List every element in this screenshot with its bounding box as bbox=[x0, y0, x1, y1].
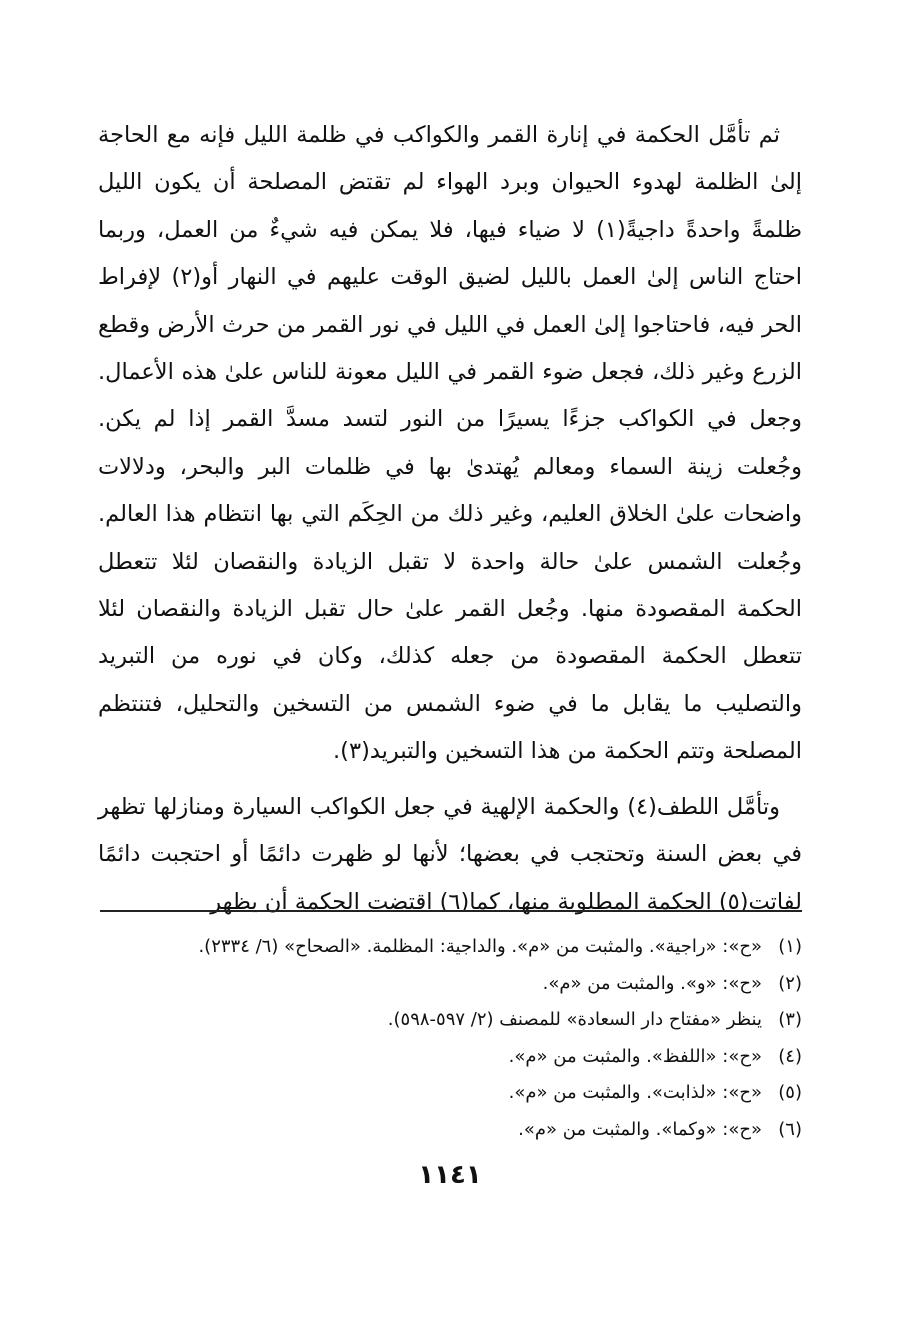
footnote-text: «ح»: «اللفظ». والمثبت من «م». bbox=[508, 1045, 762, 1067]
footnote-item bbox=[120, 1002, 802, 1039]
footnote-number: (١) bbox=[778, 936, 802, 957]
footnote-number: (٤) bbox=[778, 1045, 802, 1067]
main-text-body bbox=[98, 112, 802, 926]
footnote-item bbox=[120, 929, 802, 966]
footnote-item bbox=[120, 966, 802, 1003]
footnote-item bbox=[120, 1112, 802, 1149]
paragraph: وتأمَّل اللطف(٤) والحكمة الإلهية في جعل الكواكب السيارة ومنازلها تظهر في بعض السنة وتحتجب في بعضها؛ لأنها لو ظهرت دائمًا أو احتجبت دائمًا لفاتت(٥) الحكمة المطلوبة منها، كما(٦) اقتضت الحكمة أن يظهر bbox=[98, 793, 802, 915]
footnote-number: (٣) bbox=[778, 1009, 802, 1031]
footnote-text: «ح»: «و». والمثبت من «م». bbox=[542, 972, 762, 994]
footnotes-list bbox=[120, 929, 802, 1149]
paragraph: ثم تأمَّل الحكمة في إنارة القمر والكواكب في ظلمة الليل فإنه مع الحاجة إلىٰ الظلمة لهدوء الحيوان وبرد الهواء لم تقتض المصلحة أن يكون الليل ظلمةً واحدةً داجيةً(١) لا ضياء فيها، فلا يمكن فيه شيءٌ من العمل، وربما احتاج الناس إلىٰ العمل بالليل لضيق الوقت عليهم في النهار أو(٢) لإفراط الحر فيه، فاحتاجوا إلىٰ العمل في الليل في نور القمر من حرث الأرض وقطع الزرع وغير ذلك، فجعل ضوء القمر في الليل معونة للناس علىٰ هذه الأعمال. وجعل في الكواكب جزءًا يسيرًا من النور لتسد مسدَّ القمر إذا لم يكن. وجُعلت زينة السماء ومعالم يُهتدىٰ بها في ظلمات البر والبحر، ودلالات واضحات علىٰ الخلاق العليم، وغير ذلك من الحِكَم التي بها انتظام هذا العالم. وجُعلت الشمس علىٰ حالة واحدة لا تقبل الزيادة والنقصان لئلا تتعطل الحكمة المقصودة منها. وجُعل القمر علىٰ حال تقبل الزيادة والنقصان لئلا تتعطل الحكمة المقصودة من جعله كذلك، وكان في نوره من التبريد والتصليب ما يقابل ما في ضوء الشمس من التسخين والتحليل، فتنتظم المصلحة وتتم الحكمة من هذا التسخين والتبريد(٣). bbox=[98, 122, 802, 765]
footnote-text: «ح»: «لذابت». والمثبت من «م». bbox=[508, 1082, 762, 1104]
footnote-number: (٢) bbox=[778, 972, 802, 994]
footnote-text: «ح»: «وكما». والمثبت من «م». bbox=[518, 1118, 762, 1140]
footnote-divider bbox=[100, 910, 802, 912]
footnote-text: ينظر «مفتاح دار السعادة» للمصنف (٢/ ٥٩٧-٥٩٨). bbox=[387, 1009, 762, 1031]
page-number: ١١٤١ bbox=[418, 1160, 482, 1190]
footnote-number: (٦) bbox=[778, 1118, 802, 1140]
footnote-number: (٥) bbox=[778, 1082, 802, 1104]
footnote-item bbox=[120, 1075, 802, 1112]
footnote-text: «ح»: «راجية». والمثبت من «م». والداجية: المظلمة. «الصحاح» (٦/ ٢٣٣٤). bbox=[198, 936, 762, 957]
footnote-item bbox=[120, 1039, 802, 1076]
